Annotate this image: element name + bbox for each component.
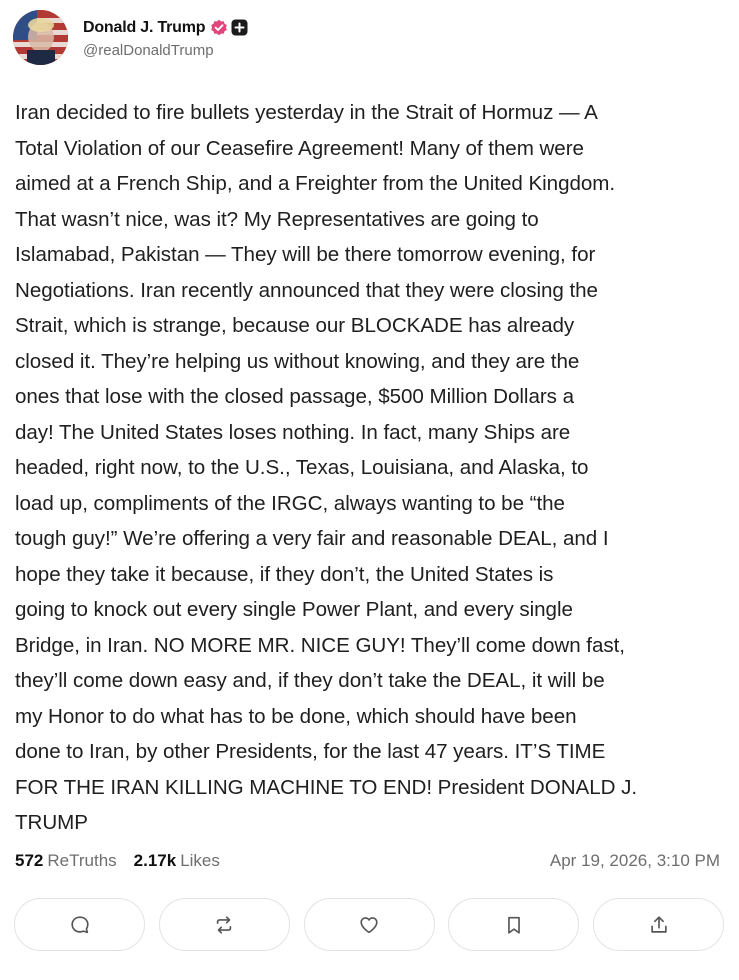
retruths-count[interactable]: 572 xyxy=(15,851,44,870)
likes-count[interactable]: 2.17k xyxy=(133,851,177,870)
author-info xyxy=(83,17,248,59)
reply-icon xyxy=(69,914,91,936)
author-name[interactable]: Donald J. Trump xyxy=(83,18,206,36)
post-header xyxy=(13,10,248,65)
name-row xyxy=(83,17,248,39)
post-timestamp[interactable]: Apr 19, 2026, 3:10 PM xyxy=(549,851,720,870)
like-button[interactable] xyxy=(304,898,435,951)
likes-label[interactable]: Likes xyxy=(180,851,220,870)
share-button[interactable] xyxy=(593,898,724,951)
avatar-image xyxy=(13,10,68,65)
bookmark-icon xyxy=(503,914,525,936)
plus-badge-icon xyxy=(231,19,248,36)
retruth-icon xyxy=(213,914,235,936)
post-stats xyxy=(15,851,720,871)
reply-button[interactable] xyxy=(14,898,145,951)
bookmark-button[interactable] xyxy=(448,898,579,951)
retruth-button[interactable] xyxy=(159,898,290,951)
avatar[interactable] xyxy=(13,10,68,65)
verified-badge-icon xyxy=(210,19,228,37)
share-icon xyxy=(648,914,670,936)
post-body: Iran decided to fire bullets yesterday in the Strait of Hormuz — A Total Violation of our Ceasefire Agreement! Many of them were aimed at a French Ship, and a Freighter from the United Kingdom. That wasn’t nice, was it? My Representatives are going to Islamabad, Pakistan — They will be there tomorrow evening, for Negotiations. Iran recently announced that they were closing the Strait, which is strange, because our BLOCKADE has already closed it. They’re helping us without knowing, and they are the ones that lose with the closed passage, $500 Million Dollars a day! The United States loses nothing. In fact, many Ships are headed, right now, to the U.S., Texas, Louisiana, and Alaska, to load up, compliments of the IRGC, always wanting to be “the tough guy!” We’re offering a very fair and reasonable DEAL, and I hope they take it because, if they don’t, the United States is going to knock out every single Power Plant, and every single Bridge, in Iran. NO MORE MR. NICE GUY! They’ll come down fast, they’ll come down easy and, if they don’t take the DEAL, it will be my Honor to do what has to be done, which should have been done to Iran, by other Presidents, for the last 47 years. IT’S TIME FOR THE IRAN KILLING MACHINE TO END! President DONALD J. TRUMP xyxy=(15,101,638,834)
like-icon xyxy=(358,914,380,936)
action-bar xyxy=(14,898,724,951)
retruths-label[interactable]: ReTruths xyxy=(47,851,117,870)
author-handle[interactable]: @realDonaldTrump xyxy=(83,41,214,59)
